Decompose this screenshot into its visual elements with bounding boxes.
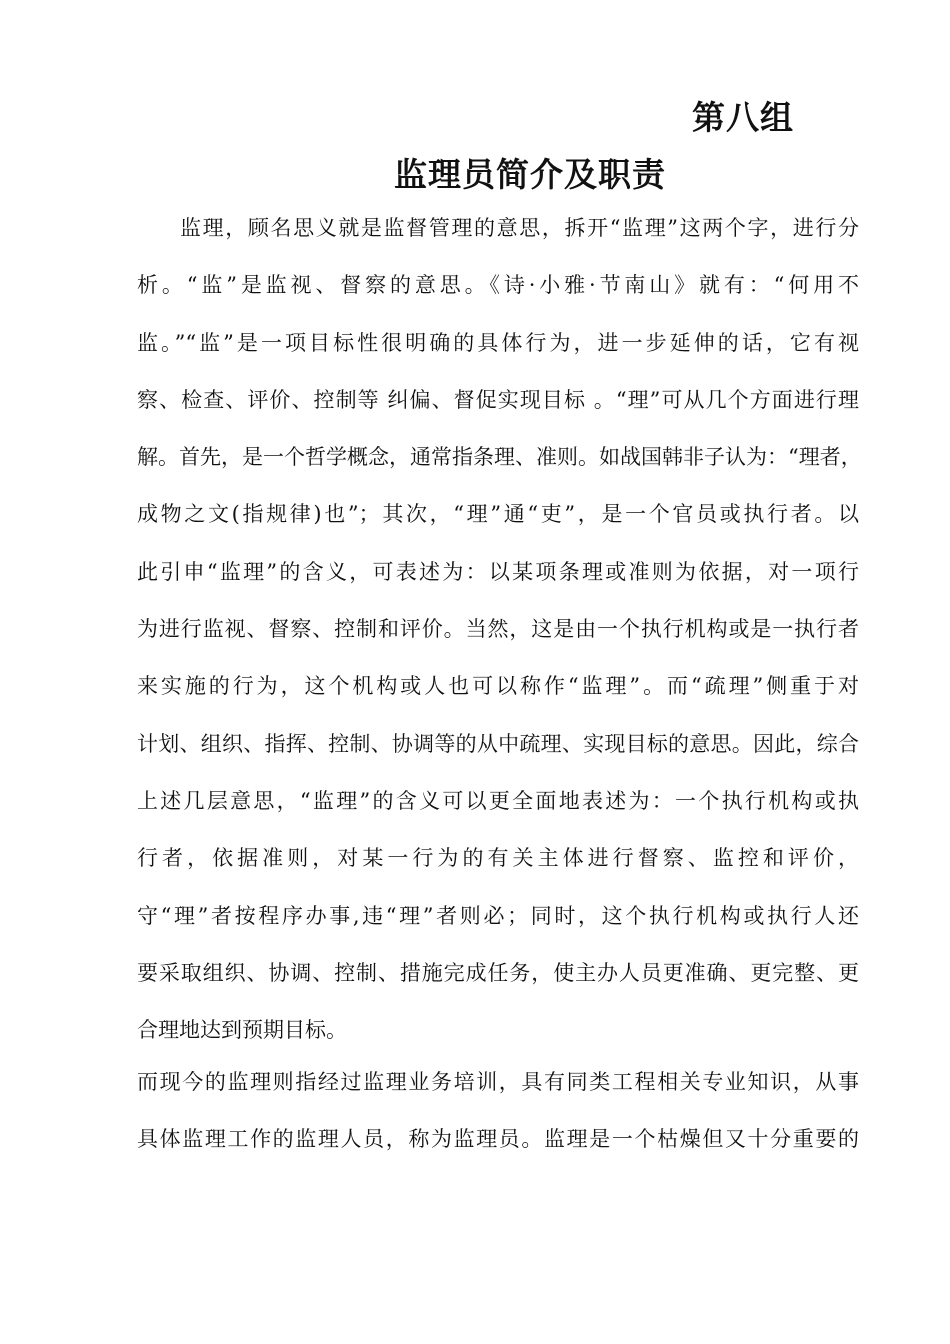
text-line: 上述几层意思，“监理”的含义可以更全面地表述为：一个执行机构或执 bbox=[137, 788, 859, 813]
text-line: 来实施的行为，这个机构或人也可以称作“监理”。而“疏理”侧重于对 bbox=[137, 674, 859, 699]
text-line: 成物之文(指规律)也”；其次，“理”通“吏”，是一个官员或执行者。以 bbox=[137, 502, 859, 527]
paragraph-definition bbox=[137, 1054, 859, 1169]
text-line: 此引申“监理”的含义，可表述为：以某项条理或准则为依据，对一项行 bbox=[137, 559, 859, 584]
text-line: 计划、组织、指挥、控制、协调等的从中疏理、实现目标的意思。因此，综合 bbox=[137, 731, 859, 756]
text-line: 监。”“监”是一项目标性很明确的具体行为，进一步延伸的话，它有视 bbox=[137, 330, 859, 355]
text-line: 解。首先，是一个哲学概念，通常指条理、准则。如战国韩非子认为：“理者， bbox=[137, 445, 862, 470]
text-line: 析。“监”是监视、督察的意思。《诗·小雅·节南山》就有：“何用不 bbox=[137, 273, 859, 298]
text-line: 守“理”者按程序办事,违“理”者则必；同时，这个执行机构或执行人还 bbox=[137, 903, 859, 928]
document-title: 监理员简介及职责 bbox=[394, 155, 666, 194]
text-line: 具体监理工作的监理人员，称为监理员。监理是一个枯燥但又十分重要的 bbox=[137, 1127, 859, 1152]
text-line: 合理地达到预期目标。 bbox=[137, 1018, 347, 1043]
paragraph-intro bbox=[137, 200, 862, 1059]
group-title: 第八组 bbox=[692, 98, 794, 137]
text-line: 而现今的监理则指经过监理业务培训，具有同类工程相关专业知识，从事 bbox=[137, 1070, 859, 1094]
text-line: 行者，依据准则，对某一行为的有关主体进行督察、监控和评价， bbox=[137, 846, 859, 871]
text-line: 要采取组织、协调、控制、措施完成任务，使主办人员更准确、更完整、更 bbox=[137, 960, 859, 985]
text-line: 察、检查、评价、控制等 纠偏、督促实现目标 。“理”可从几个方面进行理 bbox=[137, 387, 859, 412]
text-line: 为进行监视、督察、控制和评价。当然，这是由一个执行机构或是一执行者 bbox=[137, 617, 859, 642]
text-line: 监理，顾名思义就是监督管理的意思，拆开“监理”这两个字，进行分 bbox=[180, 216, 859, 240]
